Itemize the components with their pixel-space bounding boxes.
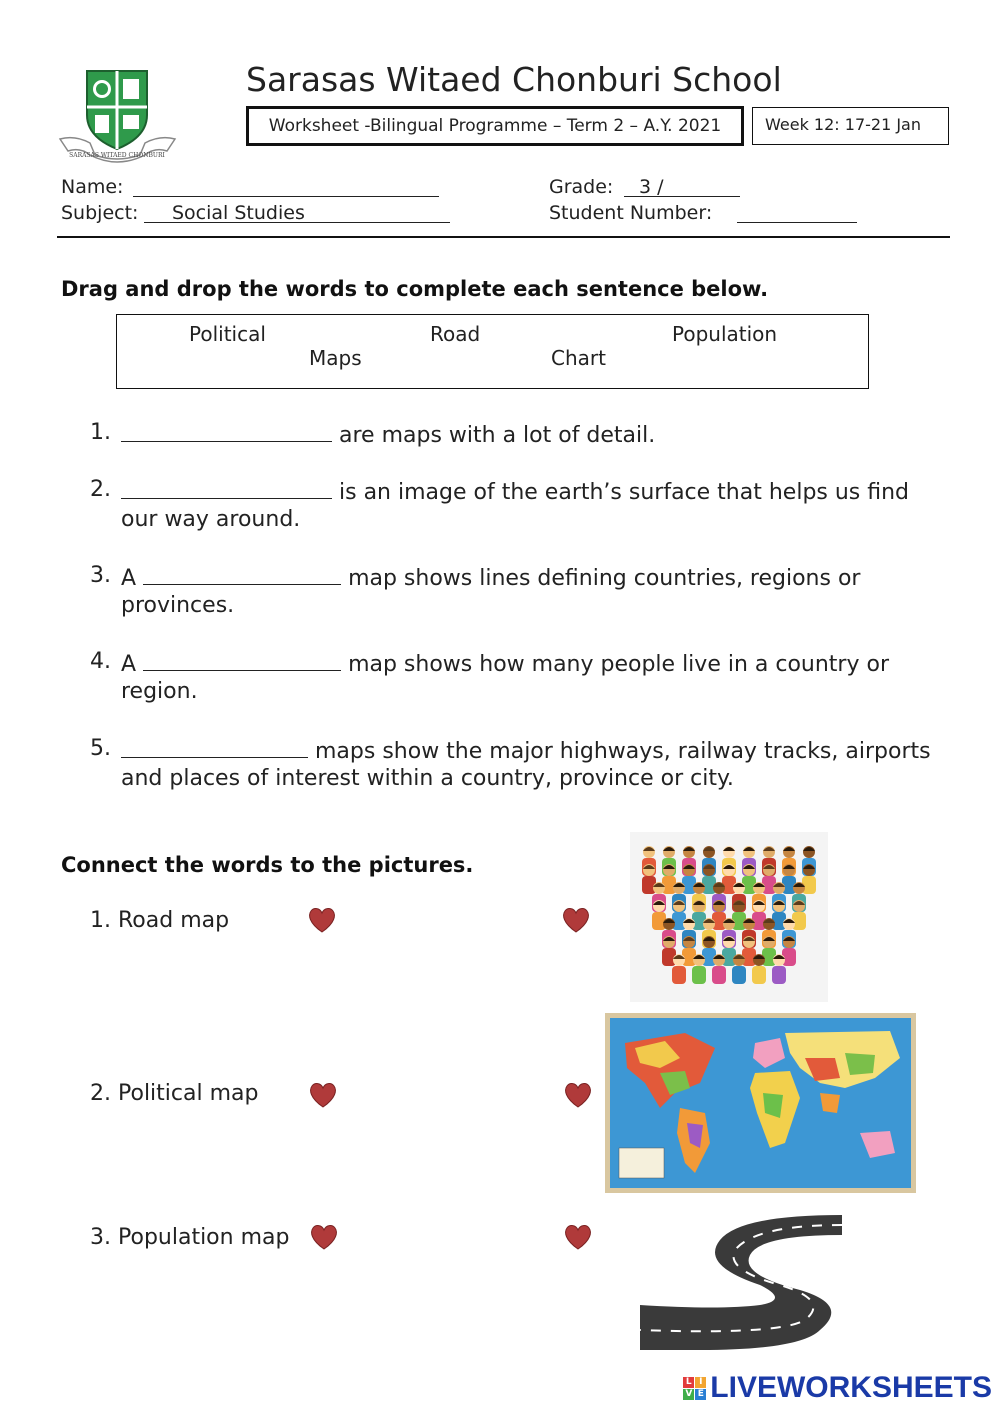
question-text: are maps with a lot of detail. bbox=[339, 423, 656, 448]
section2-instruction: Connect the words to the pictures. bbox=[61, 853, 474, 877]
question-number: 3. bbox=[90, 563, 111, 588]
student-number-label: Student Number: bbox=[549, 202, 713, 224]
question-continuation: our way around. bbox=[121, 507, 301, 532]
grade-value: 3 / bbox=[639, 176, 664, 198]
grade-label: Grade: bbox=[549, 176, 614, 198]
question-number: 1. bbox=[90, 420, 111, 445]
question-continuation: region. bbox=[121, 679, 198, 704]
word-political[interactable]: Political bbox=[189, 322, 266, 346]
road-picture bbox=[640, 1210, 842, 1350]
question-continuation: provinces. bbox=[121, 593, 235, 618]
question-2 bbox=[121, 476, 909, 507]
question-4 bbox=[121, 648, 889, 679]
answer-blank-1[interactable] bbox=[121, 419, 332, 442]
name-label: Name: bbox=[61, 176, 124, 198]
school-name: Sarasas Witaed Chonburi School bbox=[246, 60, 782, 99]
match-item-road: 1. Road map bbox=[90, 908, 230, 933]
question-text: is an image of the earth’s surface that helps us find bbox=[339, 480, 910, 505]
question-continuation: and places of interest within a country, province or city. bbox=[121, 766, 734, 791]
subject-label: Subject: bbox=[61, 202, 139, 224]
word-road[interactable]: Road bbox=[430, 322, 481, 346]
student-number-line[interactable] bbox=[737, 222, 857, 223]
world-map-picture bbox=[605, 1013, 916, 1193]
week-label: Week 12: 17-21 Jan bbox=[752, 107, 949, 145]
heart-icon[interactable] bbox=[561, 906, 591, 934]
subject-value: Social Studies bbox=[172, 202, 305, 224]
liveworksheets-icon: L I V E bbox=[683, 1377, 706, 1400]
question-1 bbox=[121, 419, 655, 450]
question-number: 2. bbox=[90, 477, 111, 502]
school-logo bbox=[55, 65, 180, 167]
heart-icon[interactable] bbox=[307, 906, 337, 934]
word-maps[interactable]: Maps bbox=[309, 346, 362, 370]
worksheet-title: Worksheet -Bilingual Programme – Term 2 – A.Y. 2021 bbox=[246, 106, 744, 146]
word-population[interactable]: Population bbox=[672, 322, 778, 346]
answer-blank-2[interactable] bbox=[121, 476, 332, 499]
heart-icon[interactable] bbox=[308, 1081, 338, 1109]
question-text: map shows lines defining countries, regions or bbox=[348, 566, 861, 591]
question-5 bbox=[121, 735, 931, 766]
answer-blank-3[interactable] bbox=[143, 562, 341, 585]
match-item-population: 3. Population map bbox=[90, 1225, 290, 1250]
liveworksheets-logo: L I V E LIVEWORKSHEETS bbox=[683, 1371, 992, 1405]
question-text: maps show the major highways, railway tracks, airports bbox=[315, 739, 931, 764]
question-3 bbox=[121, 562, 860, 593]
heart-icon[interactable] bbox=[309, 1223, 339, 1251]
population-picture bbox=[630, 832, 828, 1002]
answer-blank-4[interactable] bbox=[143, 648, 341, 671]
name-line[interactable] bbox=[133, 196, 439, 197]
heart-icon[interactable] bbox=[563, 1223, 593, 1251]
header-divider bbox=[57, 236, 950, 238]
question-text: map shows how many people live in a country or bbox=[348, 652, 889, 677]
question-number: 4. bbox=[90, 649, 111, 674]
word-chart[interactable]: Chart bbox=[551, 346, 606, 370]
question-number: 5. bbox=[90, 736, 111, 761]
section1-instruction: Drag and drop the words to complete each sentence below. bbox=[61, 277, 769, 301]
question-prefix: A bbox=[121, 566, 137, 591]
question-prefix: A bbox=[121, 652, 137, 677]
svg-text:SARASAS WITAED CHONBURI: SARASAS WITAED CHONBURI bbox=[69, 152, 165, 159]
answer-blank-5[interactable] bbox=[121, 735, 308, 758]
heart-icon[interactable] bbox=[563, 1081, 593, 1109]
match-item-political: 2. Political map bbox=[90, 1081, 259, 1106]
